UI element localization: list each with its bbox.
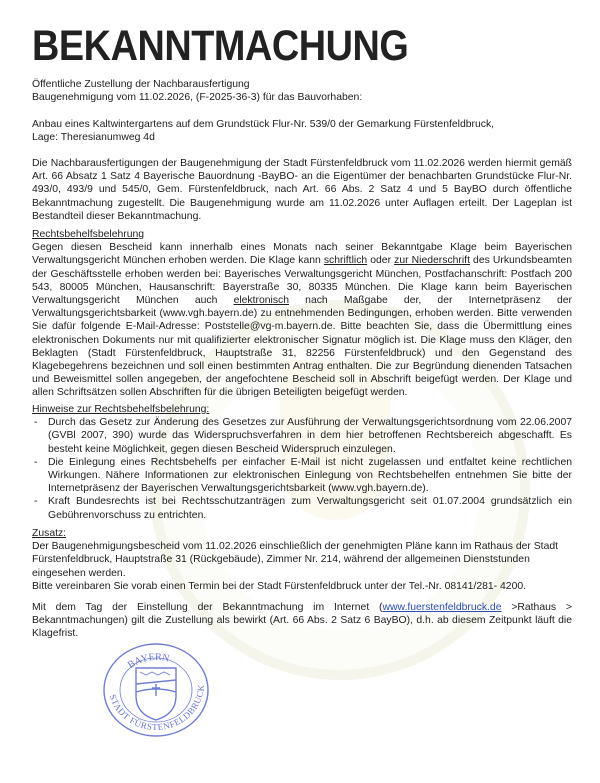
- closing-paragraph: [32, 601, 572, 641]
- rechtsbehelf-text-1: Gegen diesen Bescheid kann innerhalb eines Monats nach seiner Bekanntgabe Klage beim Bayerischen Verwaltungsgericht München erhoben werden. Die Klage kann: [32, 242, 572, 267]
- rechtsbehelf-heading: Rechtsbehelfsbelehrung: [32, 229, 145, 240]
- project-line-1: Anbau eines Kaltwintergartens auf dem Grundstück Flur-Nr. 539/0 der Gemarkung Fürstenfeldbruck,: [32, 119, 495, 130]
- page-title: BEKANNTMACHUNG: [32, 22, 409, 70]
- zusatz-appointment: Bitte vereinbaren Sie vorab einen Termin bei der Stadt Fürstenfeldbruck unter der Tel.-Nr. 08141/281- 4200.: [32, 580, 527, 592]
- closing-text-1: Mit dem Tag der Einstellung der Bekanntmachung im Internet (: [32, 602, 383, 613]
- hinweise-list: [32, 416, 572, 522]
- hinweise-heading: Hinweise zur Rechtsbehelfsbelehrung:: [32, 404, 210, 415]
- rechtsbehelf-text: [32, 241, 572, 399]
- website-link[interactable]: www.fuerstenfeldbruck.de: [382, 602, 502, 613]
- main-paragraph: Die Nachbarausfertigungen der Baugenehmigung der Stadt Fürstenfeldbruck vom 11.02.2026 werden hiermit gemäß Art. 66 Absatz 1 Satz 4 Bayerische Bauordnung -BayBO- an die Eigentümer der benachbarten Grundstücke Flur-Nr. 493/0, 493/9 und 545/0, Gem. Fürstenfeldbruck, nach Art. 66 Abs. 2 Satz 4 und 5 BayBO durch öffentliche Bekanntmachung zugestellt. Die Baugenehmigung wurde am 11.02.2026 unter Auflagen erteilt. Der Lageplan ist Bestandteil dieser Bekanntmachung.: [32, 158, 572, 222]
- hinweise-section: [32, 403, 572, 522]
- underlined-schriftlich: schriftlich: [323, 255, 368, 267]
- intro-line-1: Öffentliche Zustellung der Nachbarausfertigung: [32, 79, 250, 90]
- closing-text-2: >Rathaus > Bekanntmachungen) gilt die Zustellung als bewirkt (Art. 66 Abs. 2 Satz 6 BayBO), d.h. ab diesem Zeitpunkt läuft die Klagefrist.: [32, 602, 572, 640]
- stamp-ring-text: STADT FÜRSTENFELDBRUCK: [107, 683, 207, 733]
- rechtsbehelf-section: [32, 228, 572, 400]
- zusatz-section: [32, 527, 572, 593]
- rechtsbehelf-text-3: des Urkundsbeamten der Geschäftsstelle erhoben werden bei: Bayerisches Verwaltungsgericht München, Postfachanschrift: Postfach 200 543, 80005 München, Hausanschrift: Bayerstraße 30, 80335 München. Die Klage kann beim Bayerischen Verwaltungsgericht München auch: [32, 255, 572, 307]
- project-location: Lage: Theresianumweg 4d: [32, 132, 155, 144]
- zusatz-text: Der Baugenehmigungsbescheid vom 11.02.2026 einschließlich der genehmigten Pläne kann im Rathaus der Stadt Fürstenfeldbruck, Hauptstraße 31 (Rückgebäude), Zimmer Nr. 214, während der allgemeinen Dienststunden eingesehen werden.: [32, 541, 559, 579]
- stamp-top-text: BAYERN: [125, 651, 171, 672]
- underlined-elektronisch: elektronisch: [233, 295, 290, 307]
- hinweise-item: - Kraft Bundesrechts ist bei Rechtsschutzanträgen zum Verwaltungsgericht seit 01.07.2004 grundsätzlich ein Gebührenvorschuss zu entrichten.: [32, 495, 572, 521]
- intro-line-2: Baugenehmigung vom 11.02.2026, (F-2025-36-3) für das Bauvorhaben:: [32, 92, 363, 104]
- intro: [32, 78, 572, 104]
- rechtsbehelf-text-4: nach Maßgabe der, der Internetpräsenz der Verwaltungsgerichtsbarkeit (www.vgh.bayern.de) zu entnehmenden Bedingungen, erhoben werden. Bitte verwenden Sie dafür folgende E-Mail-Adresse: Poststelle@vg-m.bayern.de. Bitte beachten Sie, dass die Übermittlung eines elektronischen Dokuments nur mit qualifizierter elektronischer Signatur möglich ist. Die Klage muss den Kläger, den Beklagten (Stadt Fürstenfeldbruck, Hauptstraße 31, 82256 Fürstenfeldbruck) und den Gegenstand des Klagebegehrens bezeichnen und soll einen bestimmten Antrag enthalten. Die zur Begründung dienenden Tatsachen und Beweismittel sollen angegeben, der angefochtene Bescheid soll in Abschrift beigefügt werden. Der Klage und allen Schriftsätzen sollen Abschriften für die übrigen Beteiligten beigefügt werden.: [32, 295, 572, 399]
- official-seal-stamp: [100, 640, 212, 744]
- zusatz-heading: Zusatz:: [32, 528, 67, 539]
- hinweise-item: - Die Einlegung eines Rechtsbehelfs per einfacher E-Mail ist nicht zugelassen und entfaltet keine rechtlichen Wirkungen. Nähere Informationen zur elektronischen Einlegung von Rechtsbehelfen entnehmen Sie bitte der Internetpräsenz der Bayerischen Verwaltungsgerichtsbarkeit (www.vgh.bayern.de).: [32, 456, 572, 496]
- project-description: [32, 118, 572, 144]
- hinweise-item: - Durch das Gesetz zur Änderung des Gesetzes zur Ausführung der Verwaltungsgerichtsordnung vom 22.06.2007 (GVBl 2007, 390) wurde das Widerspruchsverfahren in dem hier betroffenen Rechtsbereich abgeschafft. Es besteht keine Möglichkeit, gegen diesen Bescheid Widerspruch einzulegen.: [32, 416, 572, 456]
- underlined-niederschrift: zur Niederschrift: [394, 255, 470, 267]
- rechtsbehelf-text-2: oder: [367, 255, 395, 267]
